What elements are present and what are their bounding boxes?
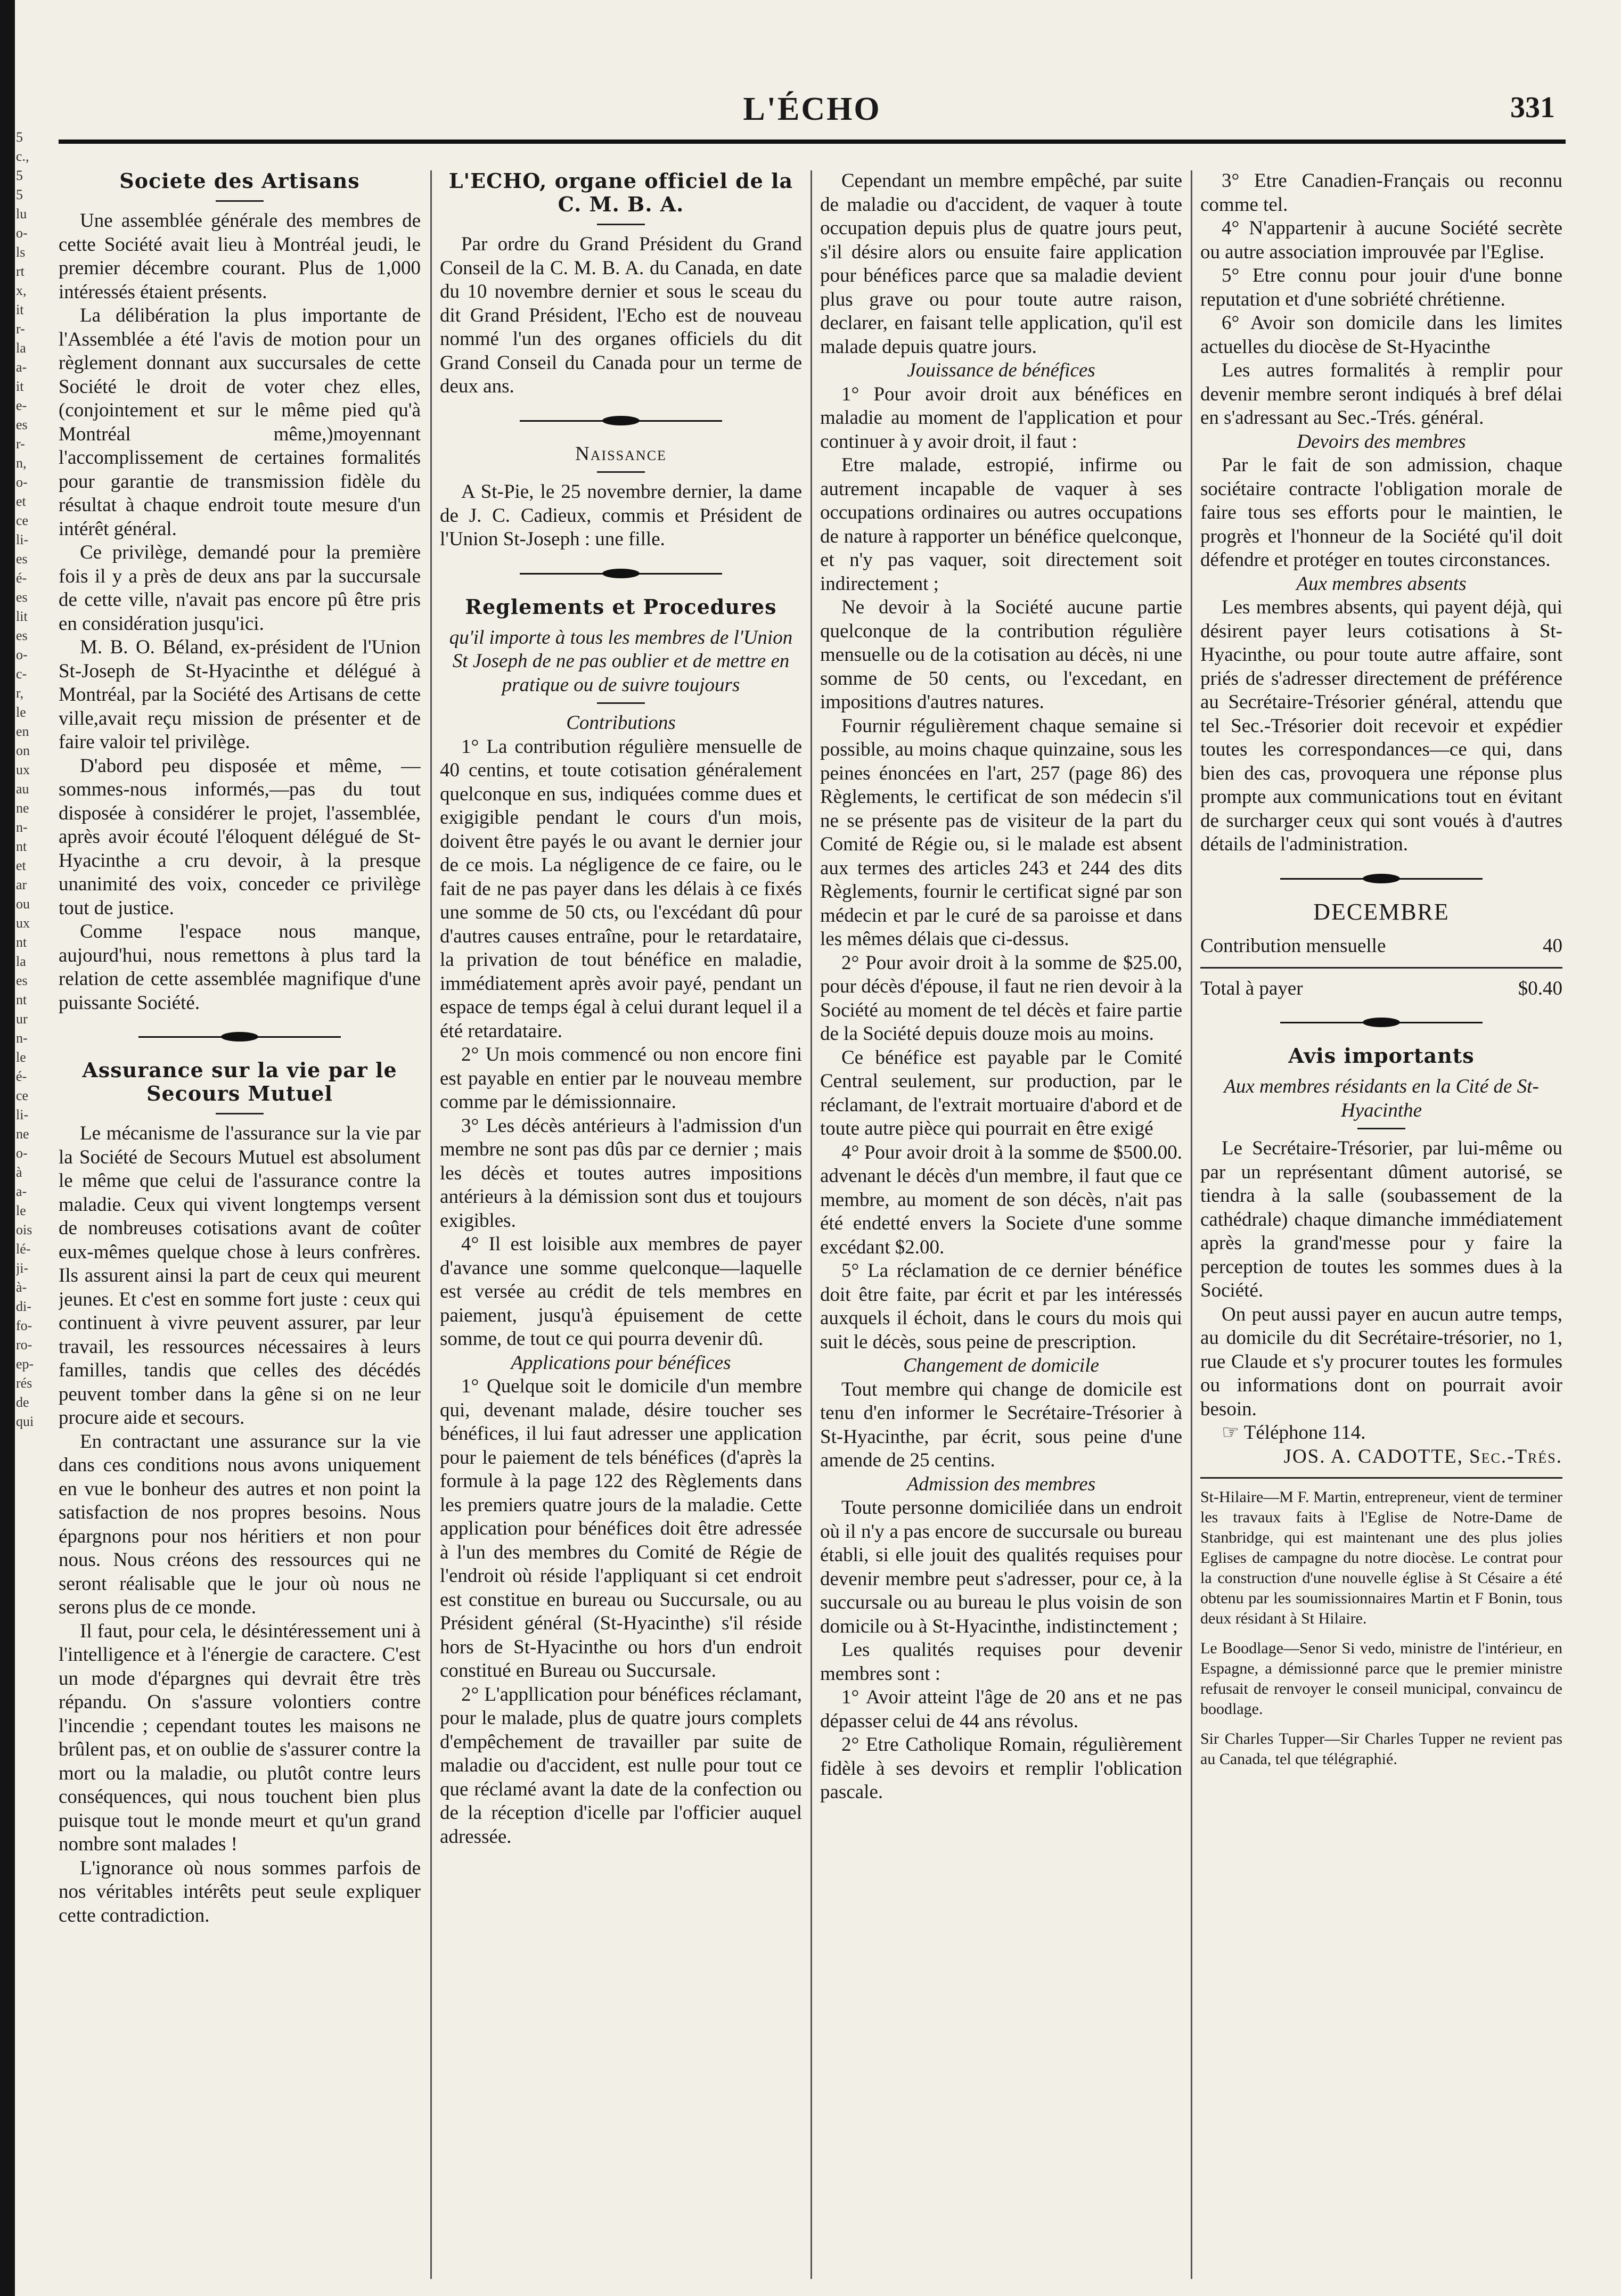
paragraph: 2° Pour avoir droit à la somme de $25.00, pour décès d'épouse, il faut ne rien devoir à la Société au moment de tel décès et faire partie de la Société depuis douze mois au moins. <box>820 952 1182 1045</box>
title-rule <box>597 471 645 473</box>
ornament-divider <box>520 413 722 429</box>
total-value: $0.40 <box>1518 977 1562 999</box>
paragraph: A St-Pie, le 25 novembre dernier, la dame de J. C. Cadieux, commis et Président de l'Union St-Joseph : une fille. <box>440 481 802 550</box>
paragraph: Toute personne domiciliée dans un endroit où il n'y a pas encore de succursale ou bureau établi, si elle jouit des qualités requises pour devenir membre peut s'adresser, pour ce, à la succursale ou au bureau le plus voisin de son domicile ou à St-Hyacinthe, indistinctement ; <box>820 1497 1182 1637</box>
margin-fragment: es <box>16 551 28 567</box>
page-header <box>59 91 1566 138</box>
article-title-echo-officiel: L'ECHO, organe officiel de la C. M. B. A. <box>448 169 793 216</box>
paragraph: Le Secrétaire-Trésorier, par lui-même ou par un représentant dûment autorisé, se tiendra à la salle (soubassement de la cathédrale) chaque dimanche immédiatement après la grand'messe pour y faire la perception de toutes les sommes dues à la Société. <box>1200 1137 1562 1301</box>
margin-fragment: a- <box>16 359 27 375</box>
margin-fragment: à <box>16 1165 22 1180</box>
binding-spine <box>0 0 15 2296</box>
column-1 <box>59 169 421 1928</box>
article-artisans-body <box>59 209 421 1015</box>
paragraph: 3° Etre Canadien-Français ou reconnu comme tel. <box>1200 170 1562 216</box>
margin-fragment: es <box>16 417 28 432</box>
margin-fragment: la <box>16 954 26 969</box>
margin-fragment: ois <box>16 1222 32 1237</box>
margin-fragment: nt <box>16 934 27 950</box>
naissance-title: Naissance <box>575 442 667 465</box>
margin-fragment: fo- <box>16 1318 32 1333</box>
paragraph: Cependant un membre empêché, par suite de maladie ou d'accident, de vaquer à toute occupation depuis plus de quatre jours peut, s'il désire alors ou ensuite faire application pour bénéfices parce que sa maladie devient plus grave ou pour toute autre raison, declarer, en faisant telle application, qu'il est malade depuis quatre jours. <box>820 170 1182 358</box>
margin-fragment: c., <box>16 149 29 164</box>
avis-subtitle: Aux membres résidants en la Cité de St-Hyacinthe <box>1224 1076 1539 1121</box>
ornament-divider <box>138 1029 341 1045</box>
title-rule <box>597 224 645 225</box>
margin-fragment: ar <box>16 877 27 892</box>
margin-fragment: ne <box>16 1126 29 1142</box>
paragraph: Ce bénéfice est payable par le Comité Central seulement, sur production, par le réclamant, de l'extrait mortuaire d'abord et de toute autre pièce qui pourrait en être exigé <box>820 1046 1182 1139</box>
margin-fragment: it <box>16 379 24 394</box>
margin-fragment: ux <box>16 762 30 777</box>
telephone-text: Téléphone 114. <box>1243 1422 1366 1444</box>
paragraph: Ce privilège, demandé pour la première fois il y a près de deux ans par la succursale de cette ville, n'avait pas encore pû être pris en considération jusqu'ici. <box>59 542 421 635</box>
section-title-contributions: Contributions <box>566 712 676 734</box>
column-2 <box>440 169 802 1849</box>
paragraph: La délibération la plus importante de l'Assemblée a été l'avis de motion pour un règlement donnant aux succursales de cette Société le droit de voter chez elles, (conjointement et sur le même pied qu'à Montréal même,)moyennant l'accomplissement de certaines formalités pour garantie de transmission fidèle du résultat à chaque endroit toute mesure d'un intérêt général. <box>59 305 421 540</box>
margin-fragment: rés <box>16 1375 32 1391</box>
ornament-divider <box>520 565 722 581</box>
margin-fragment: et <box>16 494 26 509</box>
margin-fragment: li- <box>16 532 29 547</box>
paragraph: 6° Avoir son domicile dans les limites actuelles du diocèse de St-Hyacinthe <box>1200 312 1562 358</box>
paragraph: Par ordre du Grand Président du Grand Conseil de la C. M. B. A. du Canada, en date du 10 novembre dernier et sous le sceau du dit Grand Président, l'Echo est de nouveau nommé l'un des organes officiels du dit Grand Conseil du Canada pour un terme de deux ans. <box>440 233 802 397</box>
margin-fragment: nt <box>16 992 27 1007</box>
margin-fragment: on <box>16 743 30 758</box>
margin-fragment: x, <box>16 283 27 298</box>
margin-fragment: ux <box>16 915 30 931</box>
margin-fragment: le <box>16 1049 26 1065</box>
section-title-applications: Applications pour bénéfices <box>511 1351 731 1374</box>
margin-fragment: lé- <box>16 1241 31 1257</box>
margin-fragment: ou <box>16 896 30 912</box>
article-title-reglements: Reglements et Procedures <box>465 594 777 619</box>
paragraph: Tout membre qui change de domicile est tenu d'en informer le Secrétaire-Trésorier à St-Hyacinthe, par écrit, sous peine d'une amende de 25 centins. <box>820 1378 1182 1471</box>
paragraph: En contractant une assurance sur la vie dans ces conditions nous avons uniquement en vue le bonheur des autres et non point la satisfaction de nos propres besoins. Nous épargnons pour nos héritiers et non pour nous. Nous créons des ressources qui ne seront réalisable que le jour où nous ne serons plus de ce monde. <box>59 1430 421 1618</box>
margin-fragment: lit <box>16 609 28 624</box>
paragraph: Une assemblée générale des membres de cette Société avait lieu à Montréal jeudi, le premier décembre courant. Plus de 1,000 intéressés étaient présents. <box>59 210 421 303</box>
paragraph: Comme l'espace nous manque, aujourd'hui, nous remettons à plus tard la relation de cette assemblée magnifique d'une puissante Société. <box>59 921 421 1014</box>
margin-fragment: ce <box>16 1088 29 1103</box>
paragraph: 2° Un mois commencé ou non encore fini est payable en entier par le nouveau membre comme par le démissionnaire. <box>440 1044 802 1113</box>
margin-fragment: it <box>16 302 24 317</box>
signature: JOS. A. CADOTTE, Sec.-Trés. <box>1283 1445 1562 1467</box>
margin-fragment: 5 <box>16 168 23 183</box>
margin-fragment: le <box>16 704 26 720</box>
margin-fragment: c- <box>16 666 27 682</box>
margin-fragment: ji- <box>16 1260 29 1276</box>
margin-fragment: de <box>16 1395 29 1410</box>
margin-fragment: o- <box>16 647 28 662</box>
margin-fragment: et <box>16 858 26 873</box>
margin-fragment: au <box>16 781 29 797</box>
title-rule <box>216 200 264 202</box>
margin-fragment: nt <box>16 839 27 854</box>
margin-fragment: qui <box>16 1414 34 1429</box>
margin-fragment: 5 <box>16 129 23 145</box>
news-note: Le Boodlage—Senor Si vedo, ministre de l'intérieur, en Espagne, a démissionné parce que le premier ministre refusait de renvoyer le conseil municipal, convaincu de boodlage. <box>1200 1639 1562 1718</box>
margin-fragment: 5 <box>16 187 23 202</box>
paragraph: Les qualités requises pour devenir membres sont : <box>820 1639 1182 1685</box>
margin-fragment: es <box>16 589 28 605</box>
paragraph: 1° Avoir atteint l'âge de 20 ans et ne pas dépasser celui de 44 ans révolus. <box>820 1686 1182 1732</box>
margin-fragment: à- <box>16 1280 27 1295</box>
paragraph: 5° La réclamation de ce dernier bénéfice doit être faite, par écrit et par les intéressés auxquels il échoit, dans le cours du mois qui suit le décès, sous peine de prescription. <box>820 1260 1182 1353</box>
section-title-admission: Admission des membres <box>906 1473 1096 1495</box>
margin-fragment: n, <box>16 455 27 471</box>
section-title-changement: Changement de domicile <box>903 1355 1099 1376</box>
contribution-row <box>1200 934 1562 958</box>
margin-fragment: r- <box>16 436 25 452</box>
contribution-label: Contribution mensuelle <box>1200 935 1386 957</box>
margin-fragment: é- <box>16 570 27 586</box>
margin-fragment: lu <box>16 206 27 222</box>
paragraph: Il faut, pour cela, le désintéressement uni à l'intelligence et à l'énergie de caractere. C'est un mode d'épargnes qui devrait être très répandu. On s'assure volontiers contre l'incendie ; cependant toutes les maisons ne brûlent pas, et on oublie de s'assurer contre la mort ou la maladie, ou plutôt contre leurs conséquences, qui nous touchent bien plus puisque tout le monde meurt et qu'un grand nombre sont malades ! <box>59 1620 421 1855</box>
margin-fragment: e- <box>16 398 27 413</box>
margin-fragment: le <box>16 1203 26 1218</box>
contribution-value: 40 <box>1543 935 1562 957</box>
section-title-jouissance: Jouissance de bénéfices <box>907 359 1095 381</box>
paragraph: 1° La contribution régulière mensuelle de 40 centins, et toute cotisation généralement quelconque en sus, indiquées comme dues et exigigible pendant le cours d'un mois, doivent être payés le ou avant le dernier jour de ce mois. La négligence de ce faire, ou le fait de ne pas payer dans les délais à ce fixés une somme de 50 cts, ou l'excédant dû pour d'autres causes entraîne, pour le retardataire, la privation de tout bénéfice en maladie, immédiatement après avoir payé, pendant un espace de temps égal à celui durant lequel il a été retardataire. <box>440 735 802 1042</box>
news-note: Sir Charles Tupper—Sir Charles Tupper ne revient pas au Canada, tel que télégraphié. <box>1200 1730 1562 1768</box>
paragraph: Etre malade, estropié, infirme ou autrement incapable de vaquer à ses occupations ordinaires ou autres occupations de nature à rapporter un bénéfice quelconque, et n'y pas vaquer, soit directement soit indirectement ; <box>820 454 1182 595</box>
paragraph: Ne devoir à la Société aucune partie quelconque de la contribution régulière mensuelle ou de la cotisation au décès, ni une somme de 50 cents, ou l'excedant, en impositions d'autres natures. <box>820 596 1182 713</box>
column-rule <box>1191 170 1192 2279</box>
margin-fragment: ro- <box>16 1337 32 1352</box>
margin-fragment: é- <box>16 1069 27 1084</box>
paragraph: 1° Quelque soit le domicile d'un membre qui, devenant malade, désire toucher ses bénéfices, il lui faut adresser une application pour le paiement de tels bénéfices (d'après la formule à la page 122 des Règlements dans les premiers quatre jours de la maladie. Cette application pour bénéfices doit être adressée à l'un des membres du Comité de Régie de l'endroit où réside l'appliquant si cet endroit est constitue en bureau ou Succursale, ou au Président général (St-Hyacinthe) s'il réside hors de St-Hyacinthe ou hors d'un endroit constitué en Bureau ou Succursale. <box>440 1375 802 1682</box>
news-note: St-Hilaire—M F. Martin, entrepreneur, vient de terminer les travaux faits à l'Eglise de Notre-Dame de Stanbridge, qui est maintenant une des plus jolies Eglises de campagne du notre diocèse. Le contrat pour la construction d'une nouvelle église à St Césaire a été obtenu par les soumissionnaires Martin et F Bonin, tous deux résidant à St Hilaire. <box>1200 1488 1562 1627</box>
article-assurance-body <box>59 1122 421 1928</box>
header-rule <box>59 140 1566 144</box>
paragraph: L'ignorance où nous sommes parfois de nos véritables intérêts peut seule expliquer cette contradiction. <box>59 1857 421 1926</box>
paragraph: 2° L'appllication pour bénéfices réclamant, pour le malade, plus de quatre jours complets d'empêchement de travailler par suite de maladie ou d'accident, est nulle pour tout ce que réclamé avant la date de la confection ou de la réception d'icelle par l'officier auquel adressée. <box>440 1683 802 1848</box>
ornament-divider <box>1280 1014 1483 1030</box>
paragraph: Fournir régulièrement chaque semaine si possible, au moins chaque quinzaine, sous les peines énoncées en l'art, 257 (page 86) des Règlements, le certificat de son médecin s'il ne se présente pas de visiteur de la part du Comité de Régie ou, si le malade est absent aux termes des articles 243 et 244 des dits Règlements, fournir le certificat signé par son médecin et par le curé de sa paroisse et dans les mêmes délais que ci-dessus. <box>820 715 1182 950</box>
paragraph: Les membres absents, qui payent déjà, qui désirent payer leurs cotisations à St-Hyacinthe, ou pour toute autre affaire, sont priés de s'adresser directement de préférence au Secrétaire-Trésorier général, attendu que tel Sec.-Trésorier doit recevoir et expédier toutes les correspondances—ce qui, dans bien des cas, provoquera une réponse plus prompte aux communications tout en évitant de surcharger ceux qui sont voués à d'autres détails de l'administration. <box>1200 596 1562 855</box>
margin-fragment: o- <box>16 1145 28 1161</box>
article-subtitle: qu'il importe à tous les membres de l'Union St Joseph de ne pas oublier et de mettre en pratique ou de suivre toujours <box>449 626 793 696</box>
margin-fragment: ne <box>16 800 29 816</box>
ornament-divider <box>1280 871 1483 887</box>
section-rule <box>1200 1477 1562 1479</box>
column-rule <box>430 170 432 2279</box>
section-title-absents: Aux membres absents <box>1296 572 1467 595</box>
margin-fragment: a- <box>16 1184 27 1199</box>
title-rule <box>597 702 645 704</box>
total-rule <box>1200 967 1562 969</box>
decembre-title: DECEMBRE <box>1313 898 1450 925</box>
newspaper-title: L'ÉCHO <box>743 91 881 127</box>
margin-fragment: es <box>16 973 28 988</box>
margin-fragments <box>16 128 37 1431</box>
total-label: Total à payer <box>1200 977 1303 999</box>
article-title-artisans: Societe des Artisans <box>119 169 360 193</box>
margin-fragment: ce <box>16 513 29 528</box>
margin-fragment: ep- <box>16 1356 34 1372</box>
paragraph: 2° Etre Catholique Romain, régulièrement fidèle à ses devoirs et remplir l'oblication pascale. <box>820 1734 1182 1803</box>
news-notes <box>1200 1487 1562 1769</box>
margin-fragment: di- <box>16 1299 31 1314</box>
margin-fragment: o- <box>16 474 28 490</box>
paragraph: Le mécanisme de l'assurance sur la vie par la Société de Secours Mutuel est absolument le même que celui de l'assurance contre la maladie. Ceux qui vivent longtemps versent de nombreuses cotisations avant de coûter eux-mêmes quelque chose à leurs confrères. Ils assurent ainsi la part de ceux qui meurent jeunes. Et c'est en somme fort juste : ceux qui continuent à vivre peuvent assurer, par leur travail, les ressources nécessaires à leurs familles, tandis que celles des décédés peuvent tomber dans la gêne si on ne leur procure aide et secours. <box>59 1122 421 1429</box>
margin-fragment: r- <box>16 321 25 337</box>
pointing-hand-icon: ☞ <box>1222 1422 1244 1444</box>
total-row <box>1200 977 1562 1001</box>
margin-fragment: rt <box>16 264 24 279</box>
paragraph: 4° Pour avoir droit à la somme de $500.00. advenant le décès d'un membre, il faut que ce membre, au moment de son décès, n'ait pas été endetté envers la Societe d'une somme excédant $2.00. <box>820 1141 1182 1258</box>
article-title-avis: Avis importants <box>1288 1044 1475 1068</box>
margin-fragment: li- <box>16 1107 29 1122</box>
section-title-devoirs: Devoirs des membres <box>1297 430 1466 453</box>
paragraph: 1° Pour avoir droit aux bénéfices en maladie au moment de l'application et pour continuer à y avoir droit, il faut : <box>820 383 1182 453</box>
column-4 <box>1200 169 1562 1779</box>
paragraph: 4° Il est loisible aux membres de payer d'avance une somme quelconque—laquelle est versée au crédit de tels membres en paiement, jusqu'à épuisement de cette somme, de tout ce qui pourra devenir dû. <box>440 1233 802 1350</box>
paragraph: 3° Les décès antérieurs à l'admission d'un membre ne sont pas dûs par ce dernier ; mais les décès et toutes autres impositions antérieurs à la démission sont dus et toujours exigibles. <box>440 1114 802 1232</box>
telephone-line <box>1200 1421 1562 1445</box>
margin-fragment: ur <box>16 1011 28 1027</box>
paragraph: 4° N'appartenir à aucune Société secrète ou autre association improuvée par l'Eglise. <box>1200 217 1562 263</box>
paragraph: Par le fait de son admission, chaque sociétaire contracte l'obligation morale de faire tous ses efforts pour le maintien, le progrès et l'honneur de la Société qu'il doit défendre et protéger en toutes circonstances. <box>1200 454 1562 571</box>
margin-fragment: ls <box>16 244 26 260</box>
margin-fragment: es <box>16 628 28 643</box>
paragraph: D'abord peu disposée et même, —sommes-nous informés,—pas du tout disposée à considérer le projet, l'assemblée, après avoir écouté l'éloquent délégué de St-Hyacinthe a cru devoir, à la presque unanimité des voix, conceder ce privilège tout de justice. <box>59 755 421 919</box>
margin-fragment: n- <box>16 1030 28 1046</box>
margin-fragment: o- <box>16 225 28 241</box>
margin-fragment: la <box>16 340 26 356</box>
paragraph: 5° Etre connu pour jouir d'une bonne reputation et d'une sobriété chrétienne. <box>1200 265 1562 310</box>
paragraph: Les autres formalités à remplir pour devenir membre seront indiqués à bref délai en s'adressant au Sec.-Trés. général. <box>1200 359 1562 429</box>
margin-fragment: n- <box>16 819 28 835</box>
column-rule <box>810 170 812 2279</box>
column-3 <box>820 169 1182 1805</box>
title-rule <box>216 1113 264 1114</box>
margin-fragment: r, <box>16 685 24 701</box>
page-number: 331 <box>1510 91 1555 124</box>
margin-fragment: en <box>16 724 29 739</box>
title-rule <box>1357 1128 1405 1129</box>
paragraph: On peut aussi payer en aucun autre temps, au domicile du dit Secrétaire-trésorier, no 1, rue Claude et s'y procurer toutes les formules ou informations dont on pourrait avoir besoin. <box>1200 1303 1562 1420</box>
paragraph: M. B. O. Béland, ex-président de l'Union St-Joseph de St-Hyacinthe et délégué à Montréal, par la Société des Artisans de cette ville,avait reçu mission de présenter et de faire valoir tel privilège. <box>59 636 421 753</box>
article-title-assurance: Assurance sur la vie par le Secours Mutuel <box>82 1058 397 1105</box>
